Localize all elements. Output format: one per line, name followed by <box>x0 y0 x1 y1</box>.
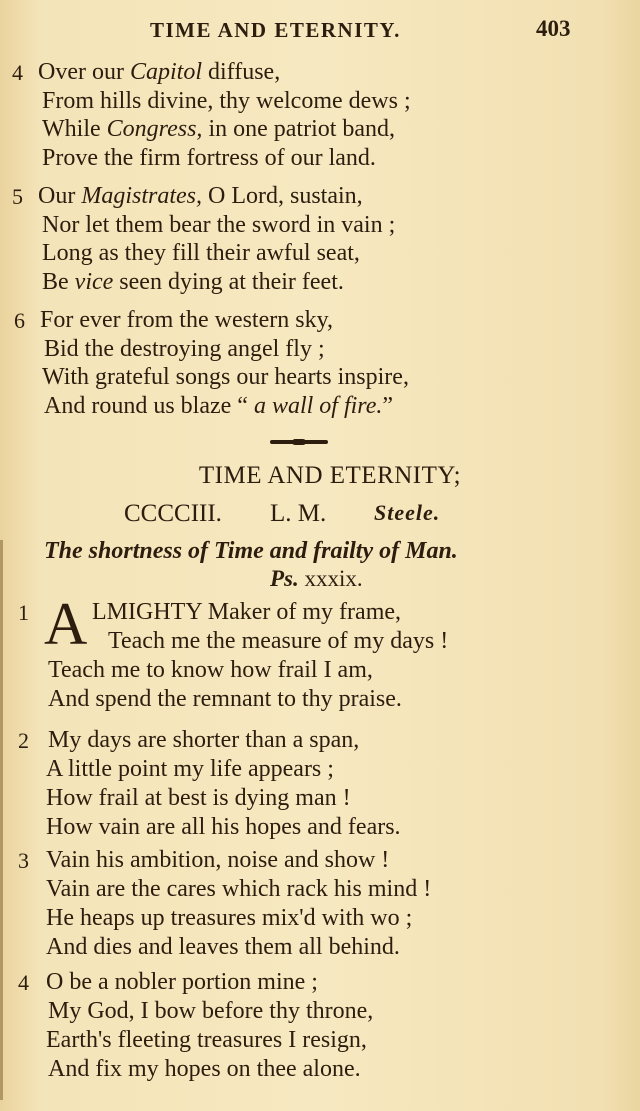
verse-line: How vain are all his hopes and fears. <box>46 814 401 840</box>
verse-line: And fix my hopes on thee alone. <box>48 1056 361 1082</box>
verse-line: How frail at best is dying man ! <box>46 785 351 811</box>
stanza-number: 2 <box>18 728 29 753</box>
verse-line: Nor let them bear the sword in vain ; <box>42 211 396 238</box>
verse-line: With grateful songs our hearts inspire, <box>42 364 409 390</box>
stanza-number: 4 <box>12 60 23 85</box>
hymn-number: CCCCIII. <box>124 500 222 527</box>
verse-line: A little point my life appears ; <box>46 756 334 782</box>
psalm-reference <box>270 566 363 592</box>
emphasis: Capitol <box>129 59 202 85</box>
verse-line: Long as they fill their awful seat, <box>42 240 360 266</box>
section-divider <box>270 440 328 444</box>
verse-line: Bid the destroying angel fly ; <box>44 335 325 362</box>
verse-line: He heaps up treasures mix'd with wo ; <box>46 905 413 931</box>
verse-line: Prove the firm fortress of our land. <box>42 144 376 171</box>
verse-line: My God, I bow before thy throne, <box>48 998 374 1024</box>
verse-line: For ever from the western sky, <box>40 307 334 333</box>
verse-line: And round us blaze “ a wall of fire.” <box>44 392 394 419</box>
stanza-number: 3 <box>18 848 29 873</box>
verse-line: From hills divine, thy welcome dews ; <box>42 87 411 114</box>
verse-line: Vain are the cares which rack his mind ! <box>46 876 432 902</box>
running-title: TIME AND ETERNITY. <box>150 18 401 42</box>
psalm-label: Ps. <box>270 566 299 591</box>
verse-line: And dies and leaves them all behind. <box>46 934 400 960</box>
verse-line: Be vice seen dying at their feet. <box>42 268 344 295</box>
verse-line: O be a nobler portion mine ; <box>46 969 318 995</box>
verse-line: Teach me to know how frail I am, <box>48 657 373 683</box>
emphasis: a wall of fire. <box>253 392 383 419</box>
hymn-author: Steele. <box>374 500 441 525</box>
stanza-number: 6 <box>14 308 25 333</box>
page-edge-shadow <box>0 540 3 1100</box>
emphasis: vice <box>74 268 114 295</box>
verse-line: My days are shorter than a span, <box>48 727 360 753</box>
verse-line: Our Magistrates, O Lord, sustain, <box>38 183 363 209</box>
stanza-number: 4 <box>18 970 29 995</box>
drop-cap: A <box>44 591 88 657</box>
page-number: 403 <box>536 16 571 41</box>
psalm-number: xxxix. <box>304 566 363 591</box>
stanza-number: 1 <box>18 600 29 625</box>
page-header <box>0 16 640 46</box>
hymn-meter: L. M. <box>270 500 327 527</box>
verse-line: LMIGHTY Maker of my frame, <box>92 599 402 625</box>
emphasis: Magistrates, <box>81 183 202 209</box>
verse-line: Teach me the measure of my days ! <box>108 628 449 654</box>
verse-line: Vain his ambition, noise and show ! <box>46 847 390 873</box>
emphasis: Congress, <box>106 116 203 142</box>
verse-line: While Congress, in one patriot band, <box>42 116 396 142</box>
hymn-title: TIME AND ETERNITY; <box>198 462 462 489</box>
verse-line: Over our Capitol diffuse, <box>38 59 281 85</box>
hymn-subject: The shortness of Time and frailty of Man. <box>44 538 458 564</box>
verse-line: And spend the remnant to thy praise. <box>48 686 402 712</box>
verse-line: Earth's fleeting treasures I resign, <box>46 1027 367 1053</box>
stanza-number: 5 <box>12 184 23 209</box>
